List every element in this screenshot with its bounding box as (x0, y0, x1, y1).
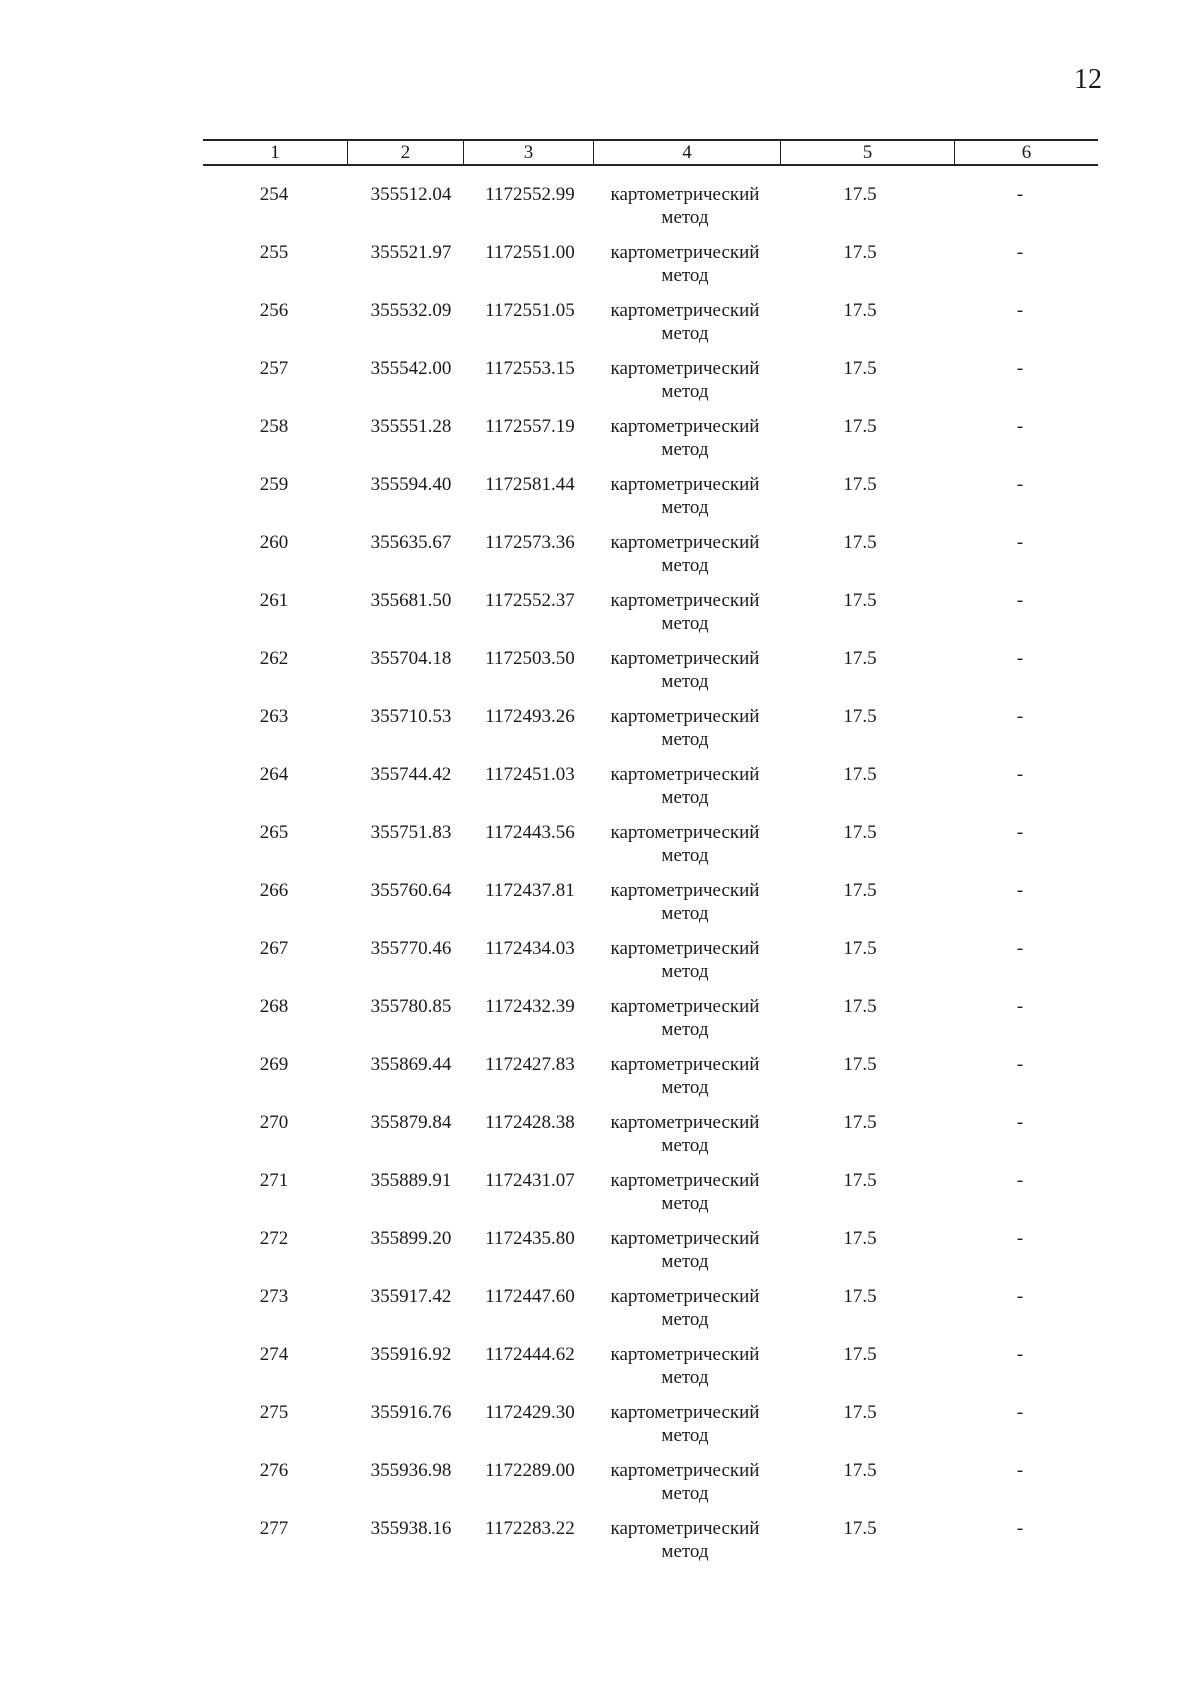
point-number: 273 (259, 1286, 289, 1307)
table-row (0, 818, 1200, 876)
point-description: - (1016, 1344, 1024, 1365)
point-description: - (1016, 358, 1024, 379)
point-description: - (1016, 184, 1024, 205)
point-number: 277 (259, 1518, 289, 1539)
coordinate-y: 1172443.56 (485, 822, 575, 843)
accuracy-value: 17.5 (843, 300, 877, 321)
coordinate-y: 1172283.22 (485, 1518, 575, 1539)
coordinate-x: 355635.67 (370, 532, 452, 553)
coordinate-y: 1172435.80 (485, 1228, 575, 1249)
table-row (0, 354, 1200, 412)
accuracy-value: 17.5 (843, 1344, 877, 1365)
determination-method: картометрический метод (610, 358, 760, 402)
point-number: 276 (259, 1460, 289, 1481)
table-row (0, 1166, 1200, 1224)
accuracy-value: 17.5 (843, 1286, 877, 1307)
table-row (0, 296, 1200, 354)
determination-method: картометрический метод (610, 996, 760, 1040)
point-description: - (1016, 1054, 1024, 1075)
point-description: - (1016, 706, 1024, 727)
point-number: 257 (259, 358, 289, 379)
accuracy-value: 17.5 (843, 648, 877, 669)
point-number: 264 (259, 764, 289, 785)
coordinate-x: 355532.09 (370, 300, 452, 321)
coordinate-y: 1172447.60 (485, 1286, 575, 1307)
determination-method: картометрический метод (610, 590, 760, 634)
point-number: 256 (259, 300, 289, 321)
determination-method: картометрический метод (610, 300, 760, 344)
coordinate-y: 1172451.03 (485, 764, 575, 785)
coordinate-x: 355521.97 (370, 242, 452, 263)
point-number: 260 (259, 532, 289, 553)
point-description: - (1016, 764, 1024, 785)
determination-method: картометрический метод (610, 764, 760, 808)
determination-method: картометрический метод (610, 1170, 760, 1214)
coordinate-y: 1172428.38 (485, 1112, 575, 1133)
table-row (0, 1108, 1200, 1166)
determination-method: картометрический метод (610, 822, 760, 866)
accuracy-value: 17.5 (843, 822, 877, 843)
point-number: 261 (259, 590, 289, 611)
accuracy-value: 17.5 (843, 938, 877, 959)
point-description: - (1016, 938, 1024, 959)
coordinate-x: 355751.83 (370, 822, 452, 843)
accuracy-value: 17.5 (843, 1112, 877, 1133)
coordinate-x: 355710.53 (370, 706, 452, 727)
determination-method: картометрический метод (610, 648, 760, 692)
accuracy-value: 17.5 (843, 880, 877, 901)
coordinate-x: 355681.50 (370, 590, 452, 611)
coordinate-x: 355889.91 (370, 1170, 452, 1191)
table-row (0, 1224, 1200, 1282)
accuracy-value: 17.5 (843, 590, 877, 611)
coordinate-x: 355542.00 (370, 358, 452, 379)
point-description: - (1016, 1518, 1024, 1539)
determination-method: картометрический метод (610, 1344, 760, 1388)
point-number: 267 (259, 938, 289, 959)
point-number: 255 (259, 242, 289, 263)
coordinate-x: 355760.64 (370, 880, 452, 901)
point-number: 266 (259, 880, 289, 901)
determination-method: картометрический метод (610, 1518, 760, 1562)
table-row (0, 586, 1200, 644)
point-number: 269 (259, 1054, 289, 1075)
determination-method: картометрический метод (610, 242, 760, 286)
determination-method: картометрический метод (610, 416, 760, 460)
accuracy-value: 17.5 (843, 532, 877, 553)
coordinate-y: 1172429.30 (485, 1402, 575, 1423)
point-number: 259 (259, 474, 289, 495)
point-description: - (1016, 996, 1024, 1017)
coordinate-y: 1172553.15 (485, 358, 575, 379)
table-row (0, 470, 1200, 528)
coordinate-y: 1172573.36 (485, 532, 575, 553)
point-description: - (1016, 1286, 1024, 1307)
coordinate-y: 1172503.50 (485, 648, 575, 669)
accuracy-value: 17.5 (843, 1402, 877, 1423)
point-number: 275 (259, 1402, 289, 1423)
determination-method: картометрический метод (610, 938, 760, 982)
coordinate-y: 1172493.26 (485, 706, 575, 727)
determination-method: картометрический метод (610, 706, 760, 750)
table-row (0, 934, 1200, 992)
table-row (0, 644, 1200, 702)
table-row (0, 1514, 1200, 1572)
coordinate-y: 1172551.05 (485, 300, 575, 321)
coordinate-y: 1172581.44 (485, 474, 575, 495)
coordinate-x: 355917.42 (370, 1286, 452, 1307)
point-description: - (1016, 880, 1024, 901)
coordinate-y: 1172434.03 (485, 938, 575, 959)
accuracy-value: 17.5 (843, 706, 877, 727)
table-row (0, 1050, 1200, 1108)
header-col-4: 4 (594, 141, 781, 164)
accuracy-value: 17.5 (843, 242, 877, 263)
determination-method: картометрический метод (610, 474, 760, 518)
point-description: - (1016, 590, 1024, 611)
point-description: - (1016, 822, 1024, 843)
point-description: - (1016, 416, 1024, 437)
coordinate-y: 1172552.99 (485, 184, 575, 205)
accuracy-value: 17.5 (843, 996, 877, 1017)
point-description: - (1016, 300, 1024, 321)
coordinate-y: 1172289.00 (485, 1460, 575, 1481)
table-row (0, 238, 1200, 296)
coordinate-y: 1172437.81 (485, 880, 575, 901)
coordinate-x: 355938.16 (370, 1518, 452, 1539)
table-row (0, 992, 1200, 1050)
accuracy-value: 17.5 (843, 1228, 877, 1249)
point-description: - (1016, 1112, 1024, 1133)
coordinate-x: 355551.28 (370, 416, 452, 437)
point-description: - (1016, 1402, 1024, 1423)
table-row (0, 702, 1200, 760)
table-row (0, 1456, 1200, 1514)
table-body (0, 180, 1200, 1572)
point-number: 265 (259, 822, 289, 843)
table-row (0, 528, 1200, 586)
coordinate-x: 355770.46 (370, 938, 452, 959)
point-number: 262 (259, 648, 289, 669)
point-description: - (1016, 1460, 1024, 1481)
accuracy-value: 17.5 (843, 764, 877, 785)
determination-method: картометрический метод (610, 532, 760, 576)
table-row (0, 1398, 1200, 1456)
coordinate-x: 355869.44 (370, 1054, 452, 1075)
accuracy-value: 17.5 (843, 358, 877, 379)
coordinate-x: 355512.04 (370, 184, 452, 205)
point-number: 272 (259, 1228, 289, 1249)
point-number: 263 (259, 706, 289, 727)
accuracy-value: 17.5 (843, 1518, 877, 1539)
header-col-2: 2 (348, 141, 464, 164)
point-description: - (1016, 474, 1024, 495)
coordinate-x: 355916.92 (370, 1344, 452, 1365)
point-number: 258 (259, 416, 289, 437)
table-row (0, 1340, 1200, 1398)
coordinate-x: 355879.84 (370, 1112, 452, 1133)
table-row (0, 1282, 1200, 1340)
determination-method: картометрический метод (610, 1286, 760, 1330)
determination-method: картометрический метод (610, 1228, 760, 1272)
determination-method: картометрический метод (610, 184, 760, 228)
accuracy-value: 17.5 (843, 1170, 877, 1191)
header-col-3: 3 (464, 141, 594, 164)
accuracy-value: 17.5 (843, 416, 877, 437)
point-number: 270 (259, 1112, 289, 1133)
point-number: 274 (259, 1344, 289, 1365)
table-header (203, 139, 1098, 166)
point-description: - (1016, 532, 1024, 553)
coordinate-x: 355916.76 (370, 1402, 452, 1423)
coordinate-x: 355744.42 (370, 764, 452, 785)
accuracy-value: 17.5 (843, 474, 877, 495)
accuracy-value: 17.5 (843, 184, 877, 205)
coordinate-x: 355704.18 (370, 648, 452, 669)
point-description: - (1016, 648, 1024, 669)
point-number: 254 (259, 184, 289, 205)
determination-method: картометрический метод (610, 880, 760, 924)
point-description: - (1016, 1228, 1024, 1249)
table-row (0, 760, 1200, 818)
header-col-6: 6 (1021, 142, 1032, 163)
point-description: - (1016, 1170, 1024, 1191)
coordinate-x: 355936.98 (370, 1460, 452, 1481)
coordinate-y: 1172431.07 (485, 1170, 575, 1191)
accuracy-value: 17.5 (843, 1054, 877, 1075)
header-col-1: 1 (203, 141, 348, 164)
point-number: 268 (259, 996, 289, 1017)
determination-method: картометрический метод (610, 1112, 760, 1156)
coordinate-y: 1172557.19 (485, 416, 575, 437)
page-number: 12 (1074, 64, 1102, 95)
point-description: - (1016, 242, 1024, 263)
determination-method: картометрический метод (610, 1460, 760, 1504)
coordinate-x: 355780.85 (370, 996, 452, 1017)
accuracy-value: 17.5 (843, 1460, 877, 1481)
determination-method: картометрический метод (610, 1054, 760, 1098)
coordinate-x: 355899.20 (370, 1228, 452, 1249)
header-col-5: 5 (781, 141, 955, 164)
point-number: 271 (259, 1170, 289, 1191)
determination-method: картометрический метод (610, 1402, 760, 1446)
table-row (0, 412, 1200, 470)
table-row (0, 180, 1200, 238)
coordinate-y: 1172551.00 (485, 242, 575, 263)
table-row (0, 876, 1200, 934)
coordinate-y: 1172432.39 (485, 996, 575, 1017)
coordinate-y: 1172427.83 (485, 1054, 575, 1075)
coordinate-y: 1172444.62 (485, 1344, 575, 1365)
coordinate-y: 1172552.37 (485, 590, 575, 611)
coordinate-x: 355594.40 (370, 474, 452, 495)
